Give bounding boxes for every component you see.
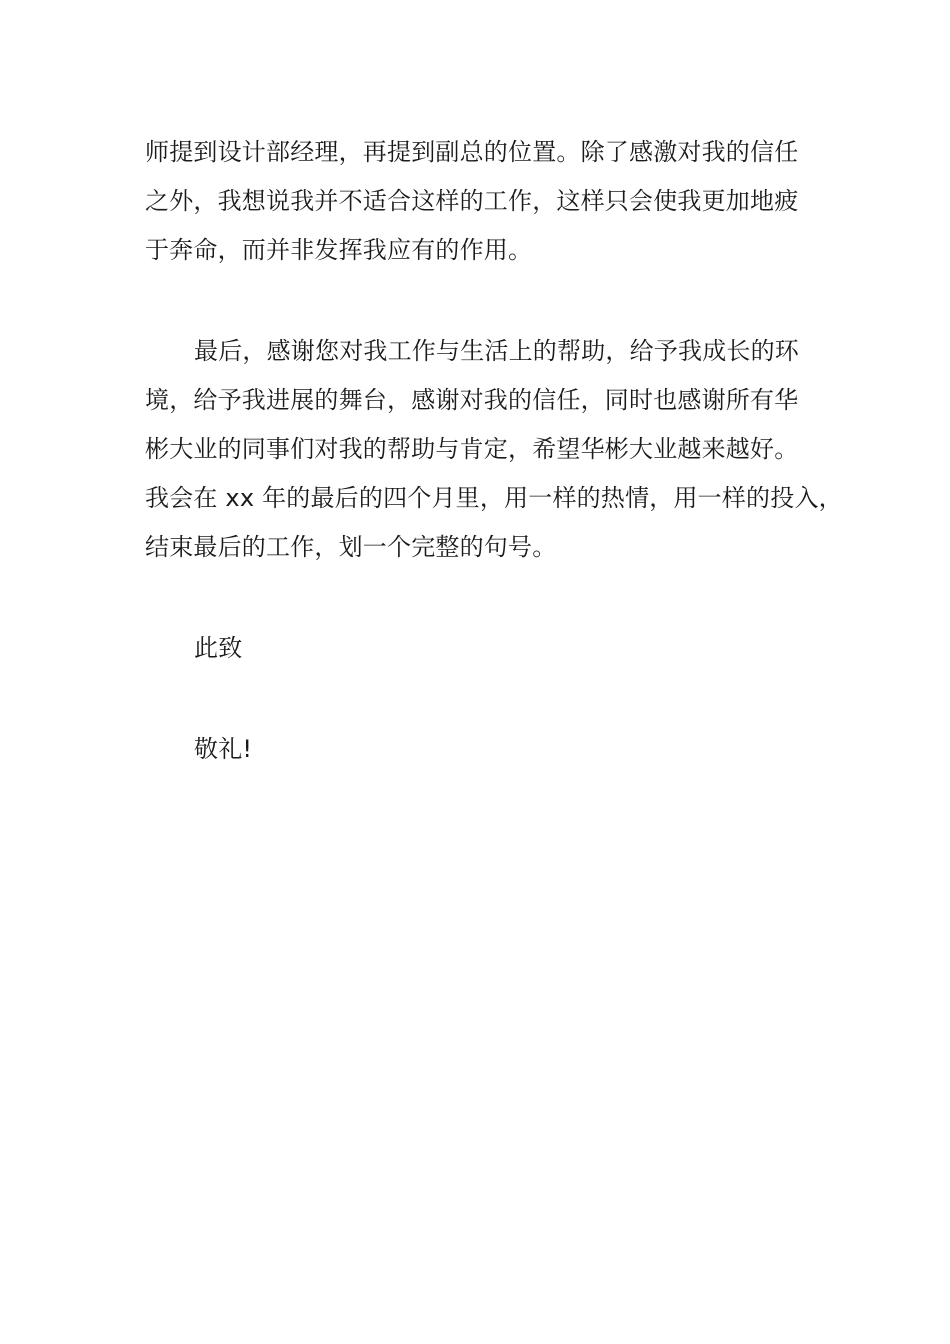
paragraph-line: 结束最后的工作，划一个完整的句号。 <box>145 533 557 561</box>
paragraph-line: 境，给予我进展的舞台，感谢对我的信任，同时也感谢所有华 <box>145 386 799 414</box>
paragraph-line: 我会在 xx 年的最后的四个月里，用一样的热情，用一样的投入， <box>145 484 843 512</box>
closing-regards: 敬礼! <box>194 735 253 763</box>
paragraph-line: 之外，我想说我并不适合这样的工作，这样只会使我更加地疲 <box>145 187 799 215</box>
paragraph-line: 于奔命，而并非发挥我应有的作用。 <box>145 236 533 264</box>
paragraph-line: 师提到设计部经理，再提到副总的位置。除了感激对我的信任 <box>145 138 799 166</box>
closing-salutation: 此致 <box>194 634 243 662</box>
paragraph-line: 彬大业的同事们对我的帮助与肯定，希望华彬大业越来越好。 <box>145 435 799 463</box>
paragraph-line: 最后，感谢您对我工作与生活上的帮助，给予我成长的环 <box>194 337 799 365</box>
